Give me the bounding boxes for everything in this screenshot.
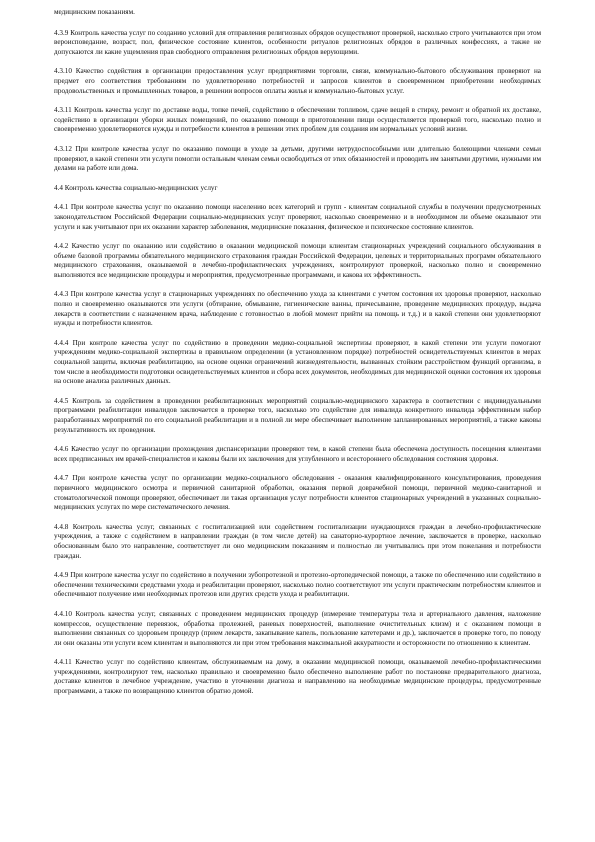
paragraph-4-4-7: 4.4.7 При контроле качества услуг по организации медико-социального обследования - оказания квалифицированного консультирования, проведения первичного медицинского осмотра и первичной санитарной обработки, оказания первой доврачебной помощи, первичной медико-санитарной и стоматологической помощи проверяют, обеспечивает ли такая организация услуг потребности клиентов стационарных учреждений в указанных социально-медицинских услугах по мере систематического лечения. — [54, 474, 541, 512]
paragraph-4-3-10: 4.3.10 Качество содействия в организации предоставления услуг предприятиями торговли, связи, коммунально-бытового обслуживания проверяют на предмет его соответствия требованиям по удовлетворению потребностей и запросов клиентов в своевременном приобретении необходимых продовольственных и промышленных товаров, в решении вопросов оплаты жилья и коммунально-бытовых услуг. — [54, 67, 541, 95]
paragraph-4-4-1: 4.4.1 При контроле качества услуг по оказанию помощи населению всех категорий и групп - клиентам социальной службы в получении предусмотренных законодательством Российской Федерации социально-медицинских услуг проверяют, насколько своевременно и в необходимом ли объеме оказывают эти услуги и как учитывают при их оказании характер заболевания, медицинские показания, физическое и психическое состояние клиентов. — [54, 203, 541, 231]
paragraph-4-4-4: 4.4.4 При контроле качества услуг по содействию в проведении медико-социальной экспертизы проверяют, в какой степени эти услуги помогают учреждениям медико-социальной экспертизы в правильном определении (в установленном порядке) потребностей освидетельствуемых клиентов в мерах социальной защиты, включая реабилитацию, на основе оценки ограничений жизнедеятельности, вызванных стойким расстройством функций организма, в том числе в необходимости подготовки освидетельствуемых клиентов и сбора всех документов, необходимых для медицинской оценки состояния их здоровья на основе анализа различных данных. — [54, 338, 541, 386]
paragraph-4-3-11: 4.3.11 Контроль качества услуг по доставке воды, топке печей, содействию в обеспечении топливом, сдаче вещей в стирку, ремонт и обратной их доставке, содействию в организации уборки жилых помещений, по оказанию помощи в приготовлении пищи осуществляется проверкой того, насколько полно и своевременно удовлетворяются нужды и потребности клиентов в решении этих проблем для создания им нормальных условий жизни. — [54, 106, 541, 134]
paragraph-4-3-9: 4.3.9 Контроль качества услуг по созданию условий для отправления религиозных обрядов осуществляют проверкой, насколько строго учитываются при этом вероисповедание, возраст, пол, физическое состояние клиентов, особенности ритуалов религиозных обрядов в различных конфессиях, а также не допускаются ли какие ущемления прав свободного отправления религиозных обрядов верующими. — [54, 28, 541, 56]
paragraph-4-4-11: 4.4.11 Качество услуг по содействию клиентам, обслуживаемым на дому, в оказании медицинской помощи, оказываемой лечебно-профилактическими учреждениями, контролируют тем, насколько правильно и своевременно было обеспечено выполнение работ по постановке предварительного диагноза, доставке клиентов в лечебное учреждение, участию в уточнении диагноза и направлению на необходимые медицинские процедуры, предусмотренные программами, а также по возвращению клиентов обратно домой. — [54, 658, 541, 696]
paragraph-continuation: медицинским показаниям. — [54, 8, 135, 16]
paragraph-4-3-12: 4.3.12 При контроле качества услуг по оказанию помощи в уходе за детьми, другими нетрудоспособными или длительно болеющими членами семьи проверяют, в какой степени эти услуги помогли остальным членам семьи освободиться от этих обязанностей и проводить им занятыми другими, нужными им делами на работе или дома. — [54, 144, 541, 173]
paragraph-4-4-6: 4.4.6 Качество услуг по организации прохождения диспансеризации проверяют тем, в какой степени была обеспечена доступность посещения клиентами всех предписанных им врачей-специалистов и каковы были их заключения для углубленного и всестороннего обследования состояния здоровья. — [54, 445, 541, 463]
paragraph-4-4-5: 4.4.5 Контроль за содействием в проведении реабилитационных мероприятий социально-медицинского характера в соответствии с индивидуальными программами реабилитации инвалидов заключается в проверке того, насколько это содействие для инвалида конкретного инвалида эффективным набор разработанных мероприятий по его социальной реабилитации и в полной ли мере обеспечивает выполнение запланированных мероприятий, а также каковы результативность их проведения. — [54, 396, 541, 434]
paragraph-4-4-9: 4.4.9 При контроле качества услуг по содействию в получении зубопротезной и протезно-ортопедической помощи, а также по обеспечению или содействию в обеспечении техническими средствами ухода и реабилитации проверяют, насколько полно соответствуют эти услуги практическим потребностям клиентов и обеспечивают получение ими необходимых протезов или других средств ухода и реабилитации. — [54, 571, 541, 599]
section-heading-4-4: 4.4 Контроль качества социально-медицинских услуг — [54, 183, 218, 192]
paragraph-4-4-10: 4.4.10 Контроль качества услуг, связанных с проведением медицинских процедур (измерение температуры тела и артериального давления, наложение компрессов, осуществление перевязок, обработка пролежней, раневых поверхностей, выполнение очистительных клизм) и с оказанием помощи в выполнении связанных со здоровьем процедур (прием лекарств, закапывание капель, пользование катетерами и др.), заключается в проверке того, по поводу ли они оказаны эти услуги всем клиентам и выполняются ли при этом требования максимальной аккуратности и осторожности по отношению к клиентам. — [54, 609, 541, 647]
paragraph-4-4-3: 4.4.3 При контроле качества услуг в стационарных учреждениях по обеспечению ухода за клиентами с учетом состояния их здоровья проверяют, насколько полно и своевременно оказываются эти услуги (обтирание, обмывание, гигиенические ванны, причесывание, проведение медицинских процедур, выдача лекарств в соответствии с назначением врача, наблюдение с готовностью в любой момент прийти на помощь и т.д.) и в какой степени они удовлетворяют нужды и потребности клиентов. — [54, 290, 541, 328]
paragraph-4-4-2: 4.4.2 Качество услуг по оказанию или содействию в оказании медицинской помощи клиентам стационарных учреждений социального обслуживания в объеме базовой программы обязательного медицинского страхования граждан Российской Федерации, целевых и территориальных программ обязательного медицинского страхования, оказываемой в лечебно-профилактических учреждениях, контролируют проверкой, насколько полно и своевременно выполняются все медицинские процедуры и мероприятия, предусмотренные программами, и какова их эффективность. — [54, 242, 541, 279]
paragraph-4-4-8: 4.4.8 Контроль качества услуг, связанных с госпитализацией или содействием госпитализации нуждающихся граждан в лечебно-профилактические учреждения, а также с содействием в направлении граждан (в том числе детей) на санаторно-курортное лечение, заключается в проверке, насколько обоснованным было это направление, соответствует ли оно медицинским показаниям и полностью ли учитывались при этом пожелания и потребности граждан. — [54, 522, 541, 560]
